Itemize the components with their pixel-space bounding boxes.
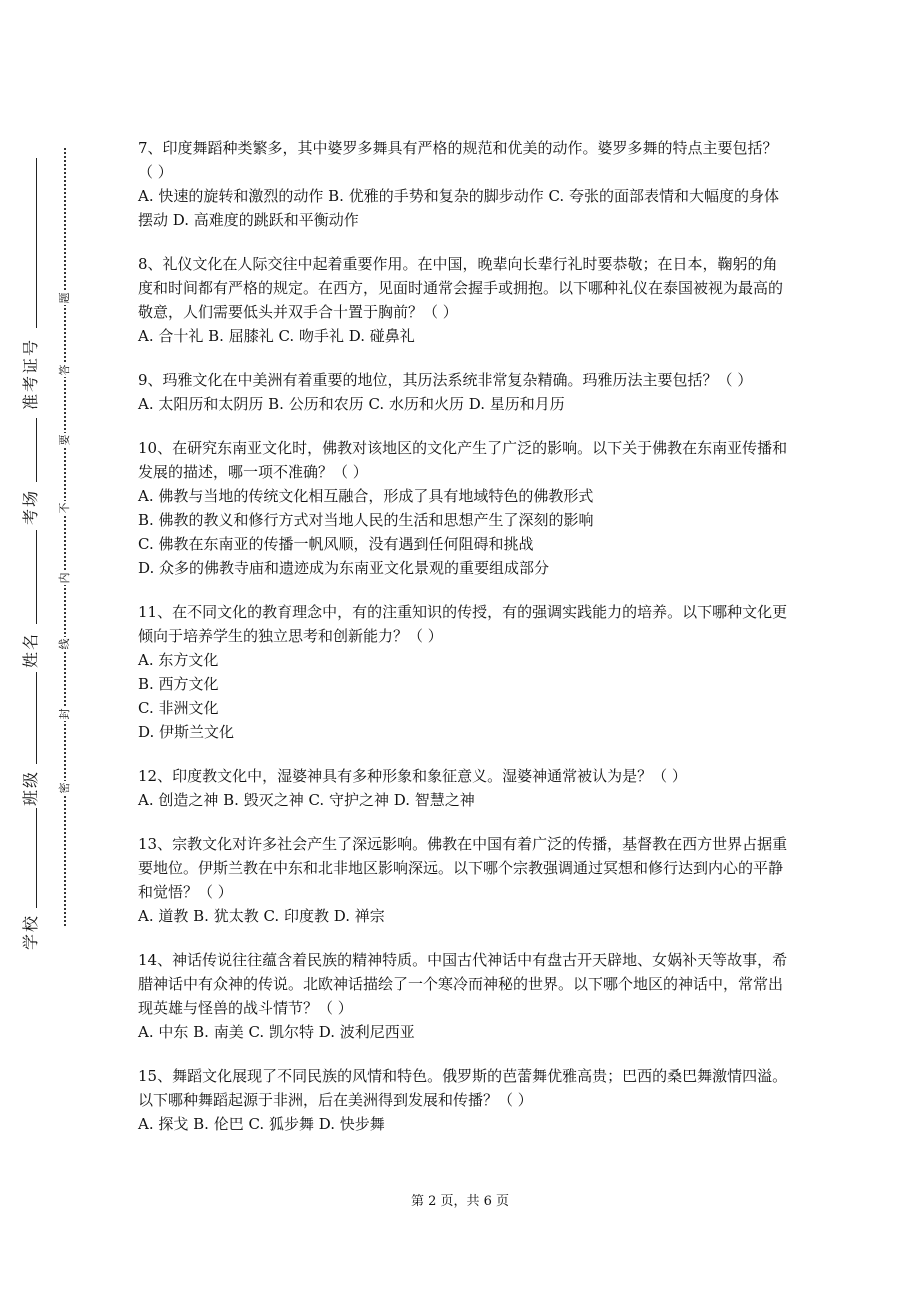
- question-option: A. 东方文化: [138, 651, 219, 669]
- question-option: A. 中东 B. 南美 C. 凯尔特 D. 波利尼西亚: [138, 1023, 415, 1041]
- question-option: A. 探戈 B. 伦巴 C. 狐步舞 D. 快步舞: [138, 1115, 385, 1133]
- question-stem: 9、玛雅文化在中美洲有着重要的地位，其历法系统非常复杂精确。玛雅历法主要包括？（ ）: [138, 371, 753, 389]
- question-stem: 15、舞蹈文化展现了不同民族的风情和特色。俄罗斯的芭蕾舞优雅高贵；巴西的桑巴舞激情四溢。以下哪种舞蹈起源于非洲，后在美洲得到发展和传播？（ ）: [138, 1067, 788, 1109]
- question-option: A. 太阳历和太阴历 B. 公历和农历 C. 水历和火历 D. 星历和月历: [138, 395, 565, 413]
- question-block: [138, 600, 788, 744]
- question-option: D. 伊斯兰文化: [138, 723, 235, 741]
- seal-char: 内: [58, 572, 71, 584]
- question-option: A. 佛教与当地的传统文化相互融合，形成了具有地域特色的佛教形式: [138, 487, 594, 505]
- question-stem: 14、神话传说往往蕴含着民族的精神特质。中国古代神话中有盘古开天辟地、女娲补天等故事，希腊神话中有众神的传说。北欧神话描绘了一个寒冷而神秘的世界。以下哪个地区的神话中，常常出现英雄与怪兽的战斗情节？（ ）: [138, 951, 788, 1017]
- question-option: D. 众多的佛教寺庙和遗迹成为东南亚文化景观的重要组成部分: [138, 559, 550, 577]
- question-stem: 11、在不同文化的教育理念中，有的注重知识的传授，有的强调实践能力的培养。以下哪种文化更倾向于培养学生的独立思考和创新能力？（ ）: [138, 603, 788, 645]
- class-label: 班级: [21, 769, 40, 806]
- binding-margin: [0, 0, 110, 1302]
- question-stem: 13、宗教文化对许多社会产生了深远影响。佛教在中国有着广泛的传播，基督教在西方世界占据重要地位。伊斯兰教在中东和北非地区影响深远。以下哪个宗教强调通过冥想和修行达到内心的平静和觉悟？（ ）: [138, 835, 788, 901]
- question-block: [138, 764, 788, 812]
- question-stem: 12、印度教文化中，湿婆神具有多种形象和象征意义。湿婆神通常被认为是？（ ）: [138, 767, 687, 785]
- seal-char: 封: [58, 708, 71, 720]
- question-block: [138, 948, 788, 1044]
- seal-char: 密: [58, 782, 71, 794]
- question-option: B. 西方文化: [138, 675, 219, 693]
- name-label: 姓名: [21, 631, 40, 668]
- question-block: [138, 368, 788, 416]
- question-option: B. 佛教的教义和修行方式对当地人民的生活和思想产生了深刻的影响: [138, 511, 594, 529]
- room-label: 考场: [21, 488, 40, 525]
- question-block: [138, 252, 788, 348]
- school-blank-line: [36, 808, 37, 908]
- question-option: A. 创造之神 B. 毁灭之神 C. 守护之神 D. 智慧之神: [138, 791, 475, 809]
- question-option: C. 佛教在东南亚的传播一帆风顺，没有遇到任何阻碍和挑战: [138, 535, 534, 553]
- school-label: 学校: [21, 913, 40, 950]
- question-list: [138, 136, 788, 1156]
- question-stem: 7、印度舞蹈种类繁多，其中婆罗多舞具有严格的规范和优美的动作。婆罗多舞的特点主要包括？（ ）: [138, 139, 778, 181]
- question-option: C. 非洲文化: [138, 699, 219, 717]
- seal-char: 线: [58, 638, 71, 650]
- exam-number-blank-line: [36, 158, 37, 328]
- seal-char: 答: [58, 364, 71, 376]
- name-blank-line: [36, 530, 37, 624]
- question-block: [138, 436, 788, 580]
- seal-char: 题: [58, 292, 71, 304]
- seal-dotted-line: [64, 148, 66, 926]
- question-block: [138, 136, 788, 232]
- question-option: A. 合十礼 B. 屈膝礼 C. 吻手礼 D. 碰鼻礼: [138, 327, 415, 345]
- question-stem: 8、礼仪文化在人际交往中起着重要作用。在中国，晚辈向长辈行礼时要恭敬；在日本，鞠躬的角度和时间都有严格的规定。在西方，见面时通常会握手或拥抱。以下哪种礼仪在泰国被视为最高的敬意，人们需要低头并双手合十置于胸前？（ ）: [138, 255, 784, 321]
- exam-number-label: 准考证号: [21, 337, 40, 410]
- question-stem: 10、在研究东南亚文化时，佛教对该地区的文化产生了广泛的影响。以下关于佛教在东南亚传播和发展的描述，哪一项不准确？（ ）: [138, 439, 788, 481]
- question-block: [138, 832, 788, 928]
- question-option: A. 道教 B. 犹太教 C. 印度教 D. 禅宗: [138, 907, 385, 925]
- page-footer: 第 2 页，共 6 页: [410, 1194, 510, 1209]
- question-block: [138, 1064, 788, 1136]
- question-option: A. 快速的旋转和激烈的动作 B. 优雅的手势和复杂的脚步动作 C. 夸张的面部表情和大幅度的身体摆动 D. 高难度的跳跃和平衡动作: [138, 187, 779, 229]
- class-blank-line: [36, 672, 37, 764]
- seal-char: 要: [58, 434, 71, 446]
- room-blank-line: [36, 418, 37, 482]
- seal-char: 不: [58, 502, 71, 514]
